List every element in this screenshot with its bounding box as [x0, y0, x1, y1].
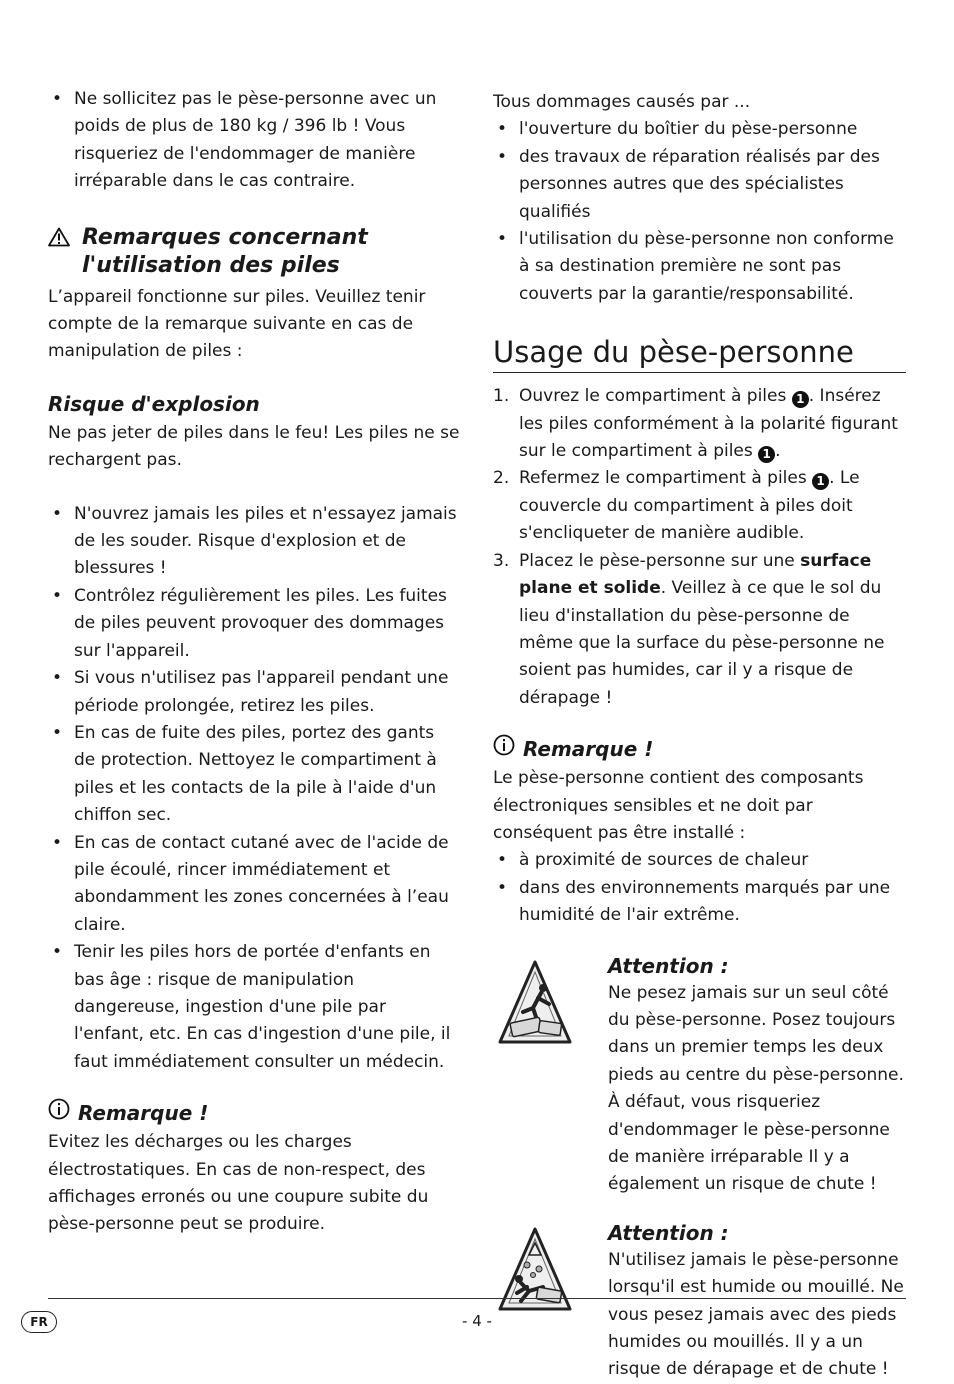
battery-safety-list	[48, 501, 460, 1077]
number-badge-icon: 1	[758, 446, 775, 463]
installation-list	[493, 847, 906, 929]
warranty-list	[493, 116, 906, 308]
number-badge-icon: 1	[792, 391, 809, 408]
explosion-heading: Risque d'explosion	[48, 391, 260, 416]
list-item: • Si vous n'utilisez pas l'appareil pendant une période prolongée, retirez les piles.	[48, 665, 460, 720]
list-item: • Tenir les piles hors de portée d'enfants en bas âge : risque de manipulation dangereuse, ingestion d'une pile par l'enfant, etc. En cas d'ingestion d'une pile, il faut immédiatement consulter un médecin.	[48, 939, 460, 1076]
number-badge-icon: 1	[812, 473, 829, 490]
list-item: • dans des environnements marqués par une humidité de l'air extrême.	[493, 875, 906, 930]
language-badge: FR	[21, 1311, 57, 1333]
list-item: • Contrôlez régulièrement les piles. Les fuites de piles peuvent provoquer des dommages sur l'appareil.	[48, 583, 460, 665]
attention-text-2: N'utilisez jamais le pèse-personne lorsqu'il est humide ou mouillé. Ne vous pesez jamais avec des pieds humides ou mouillés. Il y a un risque de dérapage et de chute !	[608, 1249, 904, 1380]
note-text-left: Evitez les décharges ou les charges électrostatiques. En cas de non-respect, des affichages erronés ou une coupure subite du pèse-personne peut se produire.	[48, 1132, 429, 1235]
warning-icon	[48, 227, 70, 255]
attention-block-2	[493, 1219, 906, 1384]
right-column	[493, 86, 906, 1384]
list-item: • N'ouvrez jamais les piles et n'essayez jamais de les souder. Risque d'explosion et de blessures !	[48, 501, 460, 583]
step-item: 3. Placez le pèse-personne sur une surface plane et solide. Veillez à ce que le sol du lieu d'installation du pèse-personne de même que la surface du pèse-personne ne soient pas humides, car il y a risque de dérapage !	[493, 550, 885, 708]
explosion-text: Ne pas jeter de piles dans le feu! Les piles ne se rechargent pas.	[48, 422, 460, 471]
left-column	[48, 86, 460, 1239]
fall-warning-pictogram-icon	[497, 958, 573, 1050]
list-item: • l'ouverture du boîtier du pèse-personne	[493, 116, 906, 143]
list-item: • En cas de contact cutané avec de l'acide de pile écoulé, rincer immédiatement et abondamment les zones concernées à l’eau claire.	[48, 830, 460, 940]
attention-text-1: Ne pesez jamais sur un seul côté du pèse-personne. Posez toujours dans un premier temps les deux pieds au centre du pèse-personne. À défaut, vous risqueriez d'endommager le pèse-personne de manière irréparable Il y a également un risque de chute !	[608, 982, 904, 1195]
list-item: • des travaux de réparation réalisés par des personnes autres que des spécialistes qualifiés	[493, 144, 906, 226]
slip-warning-pictogram-icon	[497, 1225, 573, 1317]
battery-heading	[48, 224, 460, 280]
usage-steps	[493, 383, 906, 712]
page-number: - 4 -	[462, 1312, 492, 1330]
note-text-right: Le pèse-personne contient des composants électroniques sensibles et ne doit par conséquent pas être installé :	[493, 768, 864, 843]
footer-divider	[48, 1298, 906, 1299]
info-icon	[48, 1098, 70, 1127]
note-heading-text: Remarque !	[523, 736, 654, 761]
attention-block-1	[493, 952, 906, 1199]
attention-title-2: Attention :	[608, 1220, 729, 1245]
usage-heading: Usage du pèse-personne	[493, 334, 906, 373]
list-item: • Ne sollicitez pas le pèse-personne avec un poids de plus de 180 kg / 396 lb ! Vous risqueriez de l'endommager de manière irréparable dans le cas contraire.	[48, 86, 460, 196]
step-item: 1. Ouvrez le compartiment à piles 1 . Insérez les piles conformément à la polarité figurant sur le compartiment à piles 1 .	[493, 386, 898, 462]
list-item: • à proximité de sources de chaleur	[493, 847, 906, 874]
warranty-intro: Tous dommages causés par ...	[493, 92, 751, 112]
weight-limit-list	[48, 86, 460, 196]
battery-heading-text: Remarques concernant l'utilisation des piles	[82, 224, 368, 278]
note-heading-left	[48, 1098, 460, 1127]
note-heading-right	[493, 734, 906, 763]
attention-title-1: Attention :	[608, 953, 729, 978]
list-item: • l'utilisation du pèse-personne non conforme à sa destination première ne sont pas couverts par la garantie/responsabilité.	[493, 226, 906, 308]
note-heading-text: Remarque !	[78, 1100, 209, 1125]
step-item: 2. Refermez le compartiment à piles 1 . Le couvercle du compartiment à piles doit s'encliqueter de manière audible.	[493, 468, 860, 544]
battery-intro: L’appareil fonctionne sur piles. Veuillez tenir compte de la remarque suivante en cas de manipulation de piles :	[48, 286, 426, 362]
info-icon	[493, 734, 515, 763]
list-item: • En cas de fuite des piles, portez des gants de protection. Nettoyez le compartiment à piles et les contacts de la pile à l'aide d'un chiffon sec.	[48, 720, 460, 830]
